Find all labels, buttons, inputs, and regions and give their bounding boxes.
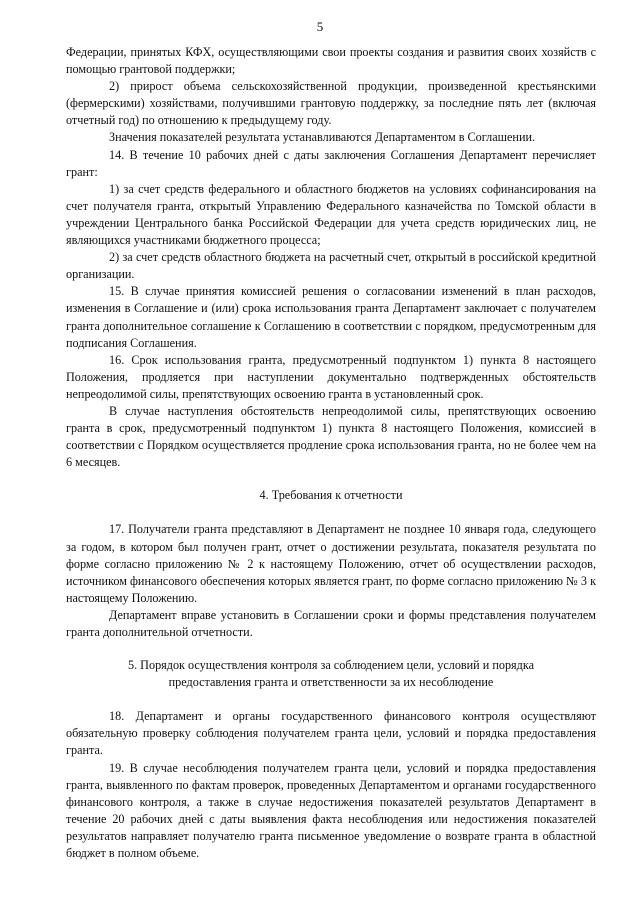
page-number: 5	[316, 19, 324, 34]
paragraph: Федерации, принятых КФХ, осуществляющими свои проекты создания и развития своих хозяйств с помощью грантовой поддержки;	[66, 45, 596, 77]
paragraph: 14. В течение 10 рабочих дней с даты заключения Соглашения Департамент перечисляет грант:	[66, 147, 596, 179]
section-4-heading: 4. Требования к отчетности	[259, 488, 403, 503]
spacer	[66, 691, 596, 708]
spacer	[66, 471, 596, 487]
spacer	[66, 641, 596, 657]
paragraph: 18. Департамент и органы государственного финансового контроля осуществляют обязательную проверку соблюдения получателем гранта цели, условий и порядка предоставления гранта.	[66, 709, 596, 758]
paragraph: 15. В случае принятия комиссией решения о согласовании изменений в план расходов, изменения в Соглашение и (или) срока использования гранта Департамент заключает с получателем гранта дополнительное соглашение к Соглашению в соответствии с порядком, предусмотренным для подписания Соглашения.	[66, 284, 596, 350]
paragraph: 2) прирост объема сельскохозяйственной продукции, произведенной крестьянскими (фермерскими) хозяйствами, получившими грантовую поддержку, за последние пять лет (включая отчетный год) по отношению к предыдущему году.	[66, 79, 596, 128]
paragraph: Значения показателей результата устанавливаются Департаментом в Соглашении.	[109, 130, 536, 145]
spacer	[66, 504, 596, 521]
paragraph: 19. В случае несоблюдения получателем гранта цели, условий и порядка предоставления гранта, выявленного по фактам проверок, проведенных Департаментом и органами государственного финансового контроля, а также в случае недостижения показателей результатов Департамент в течение 20 рабочих дней с даты выявления факта несоблюдения или недостижения показателей результатов направляет получателю гранта письменное уведомление о возврате гранта в областной бюджет в полном объеме.	[66, 760, 596, 861]
paragraph: 16. Срок использования гранта, предусмотренный подпунктом 1) пункта 8 настоящего Положения, продляется при наступлении документально подтвержденных обстоятельств непреодолимой силы, препятствующих освоению гранта в установленный срок.	[66, 352, 596, 401]
document-body	[66, 44, 596, 862]
section-5-heading-line-2: предоставления гранта и ответственности за их несоблюдение	[168, 675, 494, 690]
paragraph: В случае наступления обстоятельств непреодолимой силы, препятствующих освоению гранта в срок, предусмотренный подпунктом 1) пункта 8 настоящего Положения, комиссией в соответствии с Порядком осуществляется продление срока использования гранта, но не более чем на 6 месяцев.	[66, 403, 596, 470]
paragraph: 1) за счет средств федерального и областного бюджетов на условиях софинансирования на счет получателя гранта, открытый Управлению Федерального казначейства по Томской области в учреждении Центрального банка Российской Федерации для учета средств юридических лиц, не являющихся участниками бюджетного процесса;	[66, 181, 596, 248]
paragraph: 2) за счет средств областного бюджета на расчетный счет, открытый в российской кредитной организации.	[66, 250, 596, 282]
paragraph: 17. Получатели гранта представляют в Департамент не позднее 10 января года, следующего за годом, в котором был получен грант, отчет о достижении результата, показателя результата по форме согласно приложению № 2 к настоящему Положению, отчет об осуществлении расходов, источником финансового обеспечения которых является грант, по форме согласно приложению № 3 к настоящему Положению.	[66, 522, 596, 605]
paragraph: Департамент вправе установить в Соглашении сроки и формы представления получателем гранта дополнительной отчетности.	[66, 607, 596, 639]
section-5-heading-line-1: 5. Порядок осуществления контроля за соблюдением цели, условий и порядка	[127, 658, 534, 673]
